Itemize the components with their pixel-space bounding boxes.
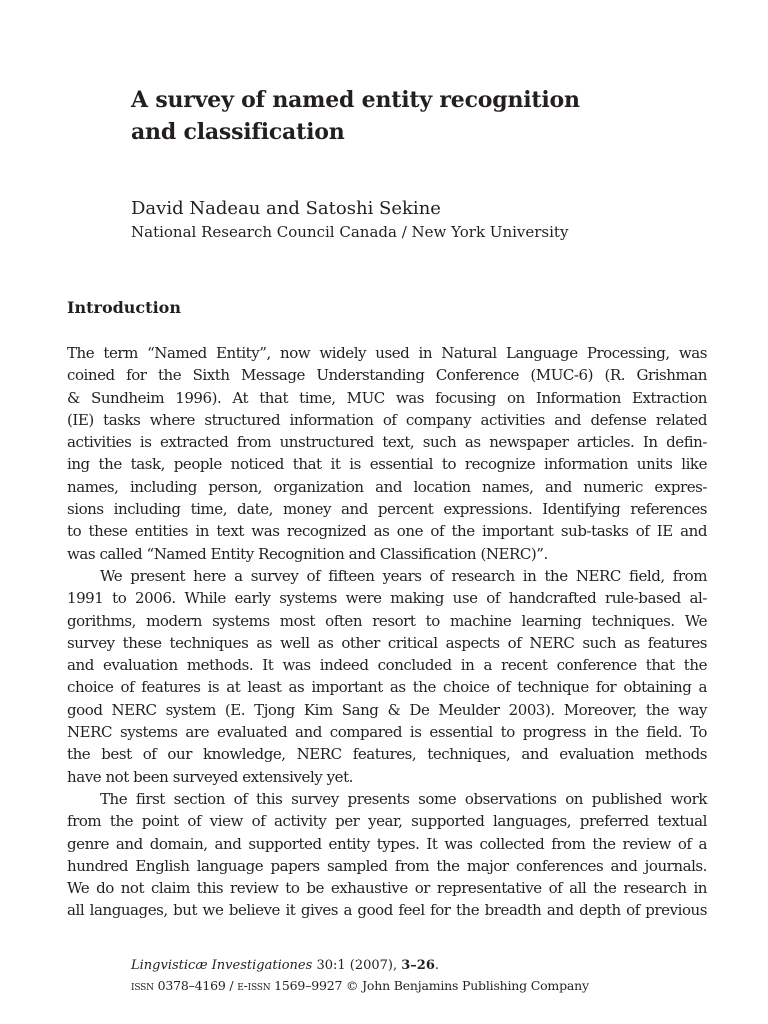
- text-line: activities is extracted from unstructured text, such as newspaper articles. In defin-: [67, 433, 707, 452]
- text-line: sions including time, date, money and percent expressions. Identifying references: [67, 500, 707, 519]
- paragraph-3: [67, 788, 707, 922]
- text-line: the best of our knowledge, NERC features, techniques, and evaluation methods: [67, 745, 707, 764]
- text-line: NERC systems are evaluated and compared is essential to progress in the field. To: [67, 723, 707, 742]
- text-line: coined for the Sixth Message Understanding Conference (MUC-6) (R. Grishman: [67, 366, 707, 385]
- body-text: [67, 342, 707, 922]
- text-line: from the point of view of activity per year, supported languages, preferred textual: [67, 812, 707, 831]
- text-line: and evaluation methods. It was indeed concluded in a recent conference that the: [67, 656, 707, 675]
- authors: David Nadeau and Satoshi Sekine: [131, 198, 441, 219]
- text-line: names, including person, organization and location names, and numeric expres-: [67, 477, 707, 496]
- text-line: have not been surveyed extensively yet.: [67, 767, 353, 786]
- text-line: We present here a survey of fifteen years of research in the NERC field, from: [100, 566, 707, 585]
- paper-title: [131, 84, 691, 148]
- journal-volume: 30:1 (2007),: [316, 958, 398, 973]
- text-line: The term “Named Entity”, now widely used in Natural Language Processing, was: [67, 344, 707, 362]
- text-line: good NERC system (E. Tjong Kim Sang & De Meulder 2003). Moreover, the way: [67, 700, 707, 719]
- issn: issn 0378–4169 / e-issn 1569–9927: [131, 978, 343, 993]
- text-line: The first section of this survey presents some observations on published work: [100, 789, 707, 808]
- text-line: to these entities in text was recognized as one of the important sub-tasks of IE and: [67, 522, 707, 541]
- paragraph-1: [67, 342, 707, 565]
- page-range: 3–26: [401, 958, 435, 973]
- text-line: (IE) tasks where structured information of company activities and defense related: [67, 410, 707, 429]
- paragraph-2: [67, 565, 707, 788]
- journal-name: Lingvisticæ Investigationes: [131, 958, 313, 973]
- issn-line: [131, 976, 589, 996]
- section-heading-introduction: Introduction: [67, 298, 181, 317]
- text-line: choice of features is at least as important as the choice of technique for obtaining a: [67, 678, 707, 697]
- text-line: all languages, but we believe it gives a good feel for the breadth and depth of previous: [67, 901, 707, 920]
- text-line: gorithms, modern systems most often resort to machine learning techniques. We: [67, 611, 707, 630]
- citation-line: [131, 956, 589, 976]
- text-line: & Sundheim 1996). At that time, MUC was focusing on Information Extraction: [67, 388, 707, 407]
- text-line: was called “Named Entity Recognition and Classification (NERC)”.: [67, 544, 548, 563]
- text-line: genre and domain, and supported entity types. It was collected from the review of a: [67, 834, 707, 853]
- text-line: ing the task, people noticed that it is essential to recognize information units like: [67, 455, 707, 474]
- text-line: hundred English language papers sampled from the major conferences and journals.: [67, 856, 707, 875]
- copyright: © John Benjamins Publishing Company: [346, 978, 589, 993]
- title-line-2: and classification: [131, 119, 345, 145]
- title-line-1: A survey of named entity recognition: [131, 87, 580, 113]
- text-line: survey these techniques as well as other critical aspects of NERC such as features: [67, 633, 707, 652]
- citation-period: .: [434, 958, 440, 973]
- text-line: We do not claim this review to be exhaustive or representative of all the research in: [67, 879, 707, 898]
- page-footer: [131, 956, 589, 996]
- text-line: 1991 to 2006. While early systems were making use of handcrafted rule-based al-: [67, 589, 707, 608]
- affiliation: National Research Council Canada / New York University: [131, 223, 569, 241]
